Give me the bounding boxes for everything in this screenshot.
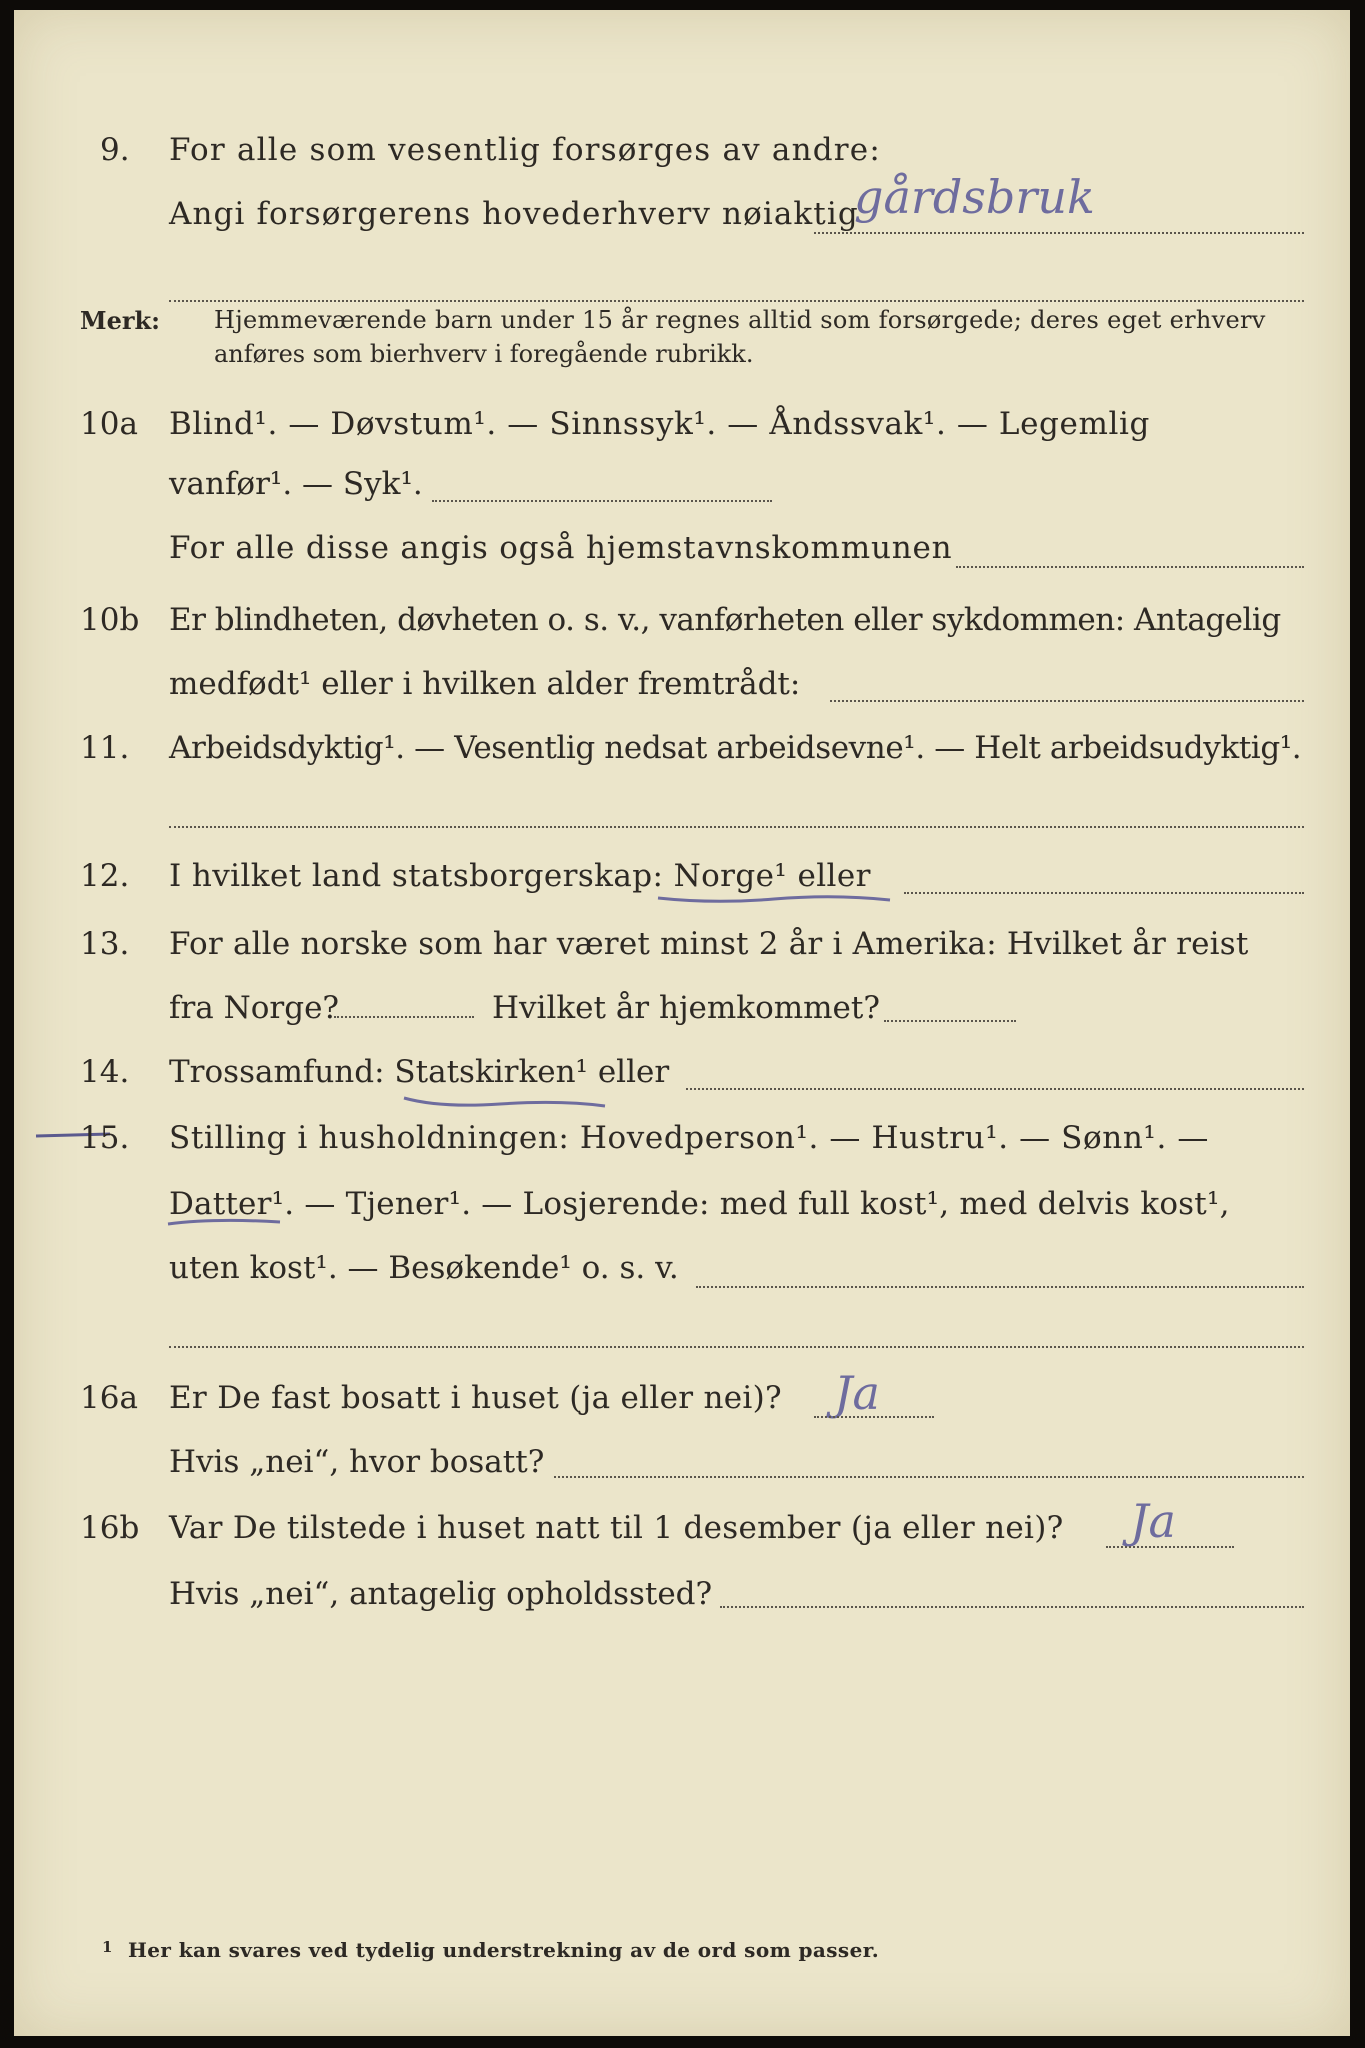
q11-number: 11. — [80, 730, 130, 766]
q16a-answer-line — [814, 1416, 934, 1418]
q9-line2: Angi forsørgerens hovederhverv nøiaktig — [169, 196, 859, 232]
q15-line1: Stilling i husholdningen: Hovedperson¹. — Hustru¹. — Sønn¹. — — [169, 1120, 1209, 1156]
q10b-line1: Er blindheten, døvheten o. s. v., vanførheten eller sykdommen: Antagelig — [169, 602, 1281, 638]
q10b-age-line — [830, 700, 1304, 702]
q14-number: 14. — [80, 1054, 130, 1090]
q12-number: 12. — [80, 858, 130, 894]
merk-line1: Hjemmeværende barn under 15 år regnes alltid som forsørgede; deres eget erhverv — [214, 306, 1266, 334]
q11-line1: Arbeidsdyktig¹. — Vesentlig nedsat arbeidsevne¹. — Helt arbeidsudyktig¹. — [169, 730, 1302, 766]
q13-number: 13. — [80, 926, 130, 962]
q9-handwritten-answer: gårdsbruk — [854, 170, 1095, 224]
q13-reist-line — [334, 1016, 474, 1018]
q10a-line2: vanfør¹. — Syk¹. — [169, 466, 423, 502]
q16a-line2: Hvis „nei“, hvor bosatt? — [169, 1444, 545, 1480]
q9-extra-line — [169, 300, 1304, 302]
q16a-handwritten-answer: Ja — [834, 1366, 880, 1420]
merk-line2: anføres som bierhverv i foregående rubrikk. — [214, 340, 754, 368]
q16b-answer-line — [1106, 1546, 1234, 1548]
q16b-handwritten-answer: Ja — [1130, 1494, 1176, 1548]
q13-line1: For alle norske som har været minst 2 år i Amerika: Hvilket år reist — [169, 926, 1249, 962]
merk-label: Merk: — [80, 306, 160, 335]
q16b-line1: Var De tilstede i huset natt til 1 desember (ja eller nei)? — [169, 1510, 1064, 1546]
q10a-number: 10a — [80, 406, 138, 442]
q10a-syk-line — [432, 500, 772, 502]
q10b-line2: medfødt¹ eller i hvilken alder fremtrådt: — [169, 666, 801, 702]
q16a-number: 16a — [80, 1380, 138, 1416]
q15-datter-underline — [164, 1214, 284, 1234]
q9-answer-line — [814, 232, 1304, 234]
footnote-mark: 1 — [102, 1938, 113, 1956]
q15-extra-line — [169, 1346, 1304, 1348]
q12-line1: I hvilket land statsborgerskap: Norge¹ eller — [169, 858, 871, 894]
q16a-line1: Er De fast bosatt i huset (ja eller nei)? — [169, 1380, 782, 1416]
q16b-number: 16b — [80, 1510, 140, 1546]
q15-line3: uten kost¹. — Besøkende¹ o. s. v. — [169, 1250, 679, 1286]
q12-norge-underline — [654, 888, 894, 908]
q14-answer-line — [686, 1088, 1304, 1090]
q10a-line3: For alle disse angis også hjemstavnskommunen — [169, 530, 953, 566]
q16b-line2: Hvis „nei“, antagelig opholdssted? — [169, 1576, 713, 1612]
q10a-kommune-line — [956, 566, 1304, 568]
q11-extra-line — [169, 826, 1304, 828]
q14-statskirken-underline — [400, 1088, 610, 1118]
q10a-line1: Blind¹. — Døvstum¹. — Sinnssyk¹. — Åndssvak¹. — Legemlig — [169, 406, 1150, 442]
q13-line2b: Hvilket år hjemkommet? — [492, 990, 880, 1026]
q9-line1: For alle som vesentlig forsørges av andre: — [169, 132, 881, 168]
q13-line2a: fra Norge? — [169, 990, 340, 1026]
q16b-opholdssted-line — [720, 1606, 1304, 1608]
q15-answer-line — [696, 1286, 1304, 1288]
census-form-page — [14, 10, 1350, 2036]
q9-number: 9. — [100, 132, 130, 168]
q12-answer-line — [904, 892, 1304, 894]
q10b-number: 10b — [80, 602, 140, 638]
q16a-bosatt-line — [554, 1476, 1304, 1478]
q14-line1: Trossamfund: Statskirken¹ eller — [169, 1054, 670, 1090]
footnote-text: Her kan svares ved tydelig understrekning av de ord som passer. — [128, 1938, 880, 1962]
q13-hjemkommet-line — [884, 1020, 1016, 1022]
q15-number: 15. — [80, 1120, 130, 1156]
q15-line2: Datter¹. — Tjener¹. — Losjerende: med full kost¹, med delvis kost¹, — [169, 1186, 1230, 1222]
